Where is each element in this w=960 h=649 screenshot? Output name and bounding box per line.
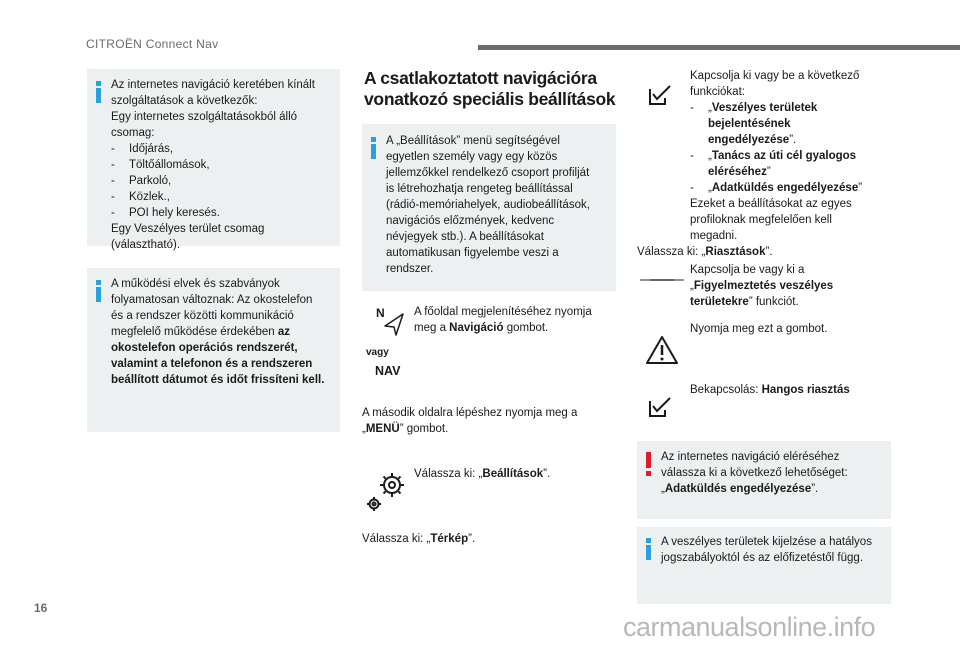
step-select-settings: Válassza ki: „Beállítások”.: [414, 468, 551, 480]
list-item: - „Adatküldés engedélyezése”: [690, 182, 863, 194]
step-menu: A második oldalra lépéshez nyomja meg a „MENÜ” gombot.: [362, 407, 578, 435]
or-label: vagy: [366, 347, 389, 358]
info-note-marker: [646, 538, 651, 560]
info-note-settings: [362, 124, 616, 291]
toggle-functions-block: Kapcsolja ki vagy be a következő funkciókat: - „Veszélyes területek bejelentésének engedélyezése”. - „Tanács az úti cél gyalogos eléréséhez” - „Adatküldés engedélyezése” Ezeket a beállításokat az egyes profiloknak megfelelően kell megadni.: [690, 68, 890, 244]
note-line: jellemzőkkel rendelkező csoport profilját: [386, 167, 590, 179]
list-item: - Közlek.,: [111, 191, 170, 203]
navigation-arrow-icon: N: [372, 306, 406, 336]
note-line: beállított dátumot és időt frissíteni kell.: [111, 374, 325, 386]
step-navigation: A főoldal megjelenítéséhez nyomja meg a Navigáció gombot.: [414, 306, 592, 334]
page-number: 16: [34, 601, 48, 615]
list-item: - Időjárás,: [111, 143, 174, 155]
info-note-marker: [371, 137, 376, 159]
warning-note-data-sending: Az internetes navigáció eléréséhez válassza ki a következő lehetőséget: „Adatküldés engedélyezése”.: [637, 441, 891, 519]
warning-triangle-icon: [645, 335, 679, 365]
note-line: A „Beállítások” menü segítségével: [386, 135, 560, 147]
info-note-legal: A veszélyes területek kijelzése a hatályos jogszabályoktól és az előfizetéstől függ.: [637, 527, 891, 604]
note-line: is létrehozhatja rengeteg beállítással: [386, 183, 573, 195]
header-bar: [478, 45, 960, 50]
running-header: CITROËN Connect Nav: [86, 37, 219, 51]
note-line: folyamatosan változnak: Az okostelefon: [111, 294, 313, 306]
list-item: - Töltőállomások,: [111, 159, 210, 171]
section-heading: A csatlakoztatott navigációra vonatkozó speciális beállítások: [364, 68, 616, 109]
note-line: automatikusan figyelembe veszi a: [386, 247, 559, 259]
info-note-services: [87, 69, 340, 251]
select-alerts: Válassza ki: „Riasztások”.: [637, 246, 773, 258]
nav-button-label: NAV: [375, 364, 401, 378]
settings-gears-icon: [364, 468, 408, 514]
watermark: carmanualsonline.info: [623, 612, 876, 642]
warning-note-marker: [646, 452, 651, 468]
note-line: A működési elvek és szabványok: [111, 278, 280, 290]
info-note-standards: [87, 268, 340, 432]
info-note-marker: [96, 81, 101, 103]
list-item: - Parkoló,: [111, 175, 172, 187]
note-line: Egy internetes szolgáltatásokból álló: [111, 111, 298, 123]
note-line: szolgáltatások a következők:: [111, 95, 258, 107]
note-line: csomag:: [111, 127, 155, 139]
note-line: valamint a telefonon és a rendszeren: [111, 358, 313, 370]
note-line: névjegyek stb.). A beállításokat: [386, 231, 544, 243]
note-line: rendszer.: [386, 263, 434, 275]
note-line: megfelelő működése érdekében az: [111, 326, 291, 338]
list-item: - POI hely keresés.: [111, 207, 220, 219]
note-line: okostelefon operációs rendszerét,: [111, 342, 298, 354]
press-button-text: Nyomja meg ezt a gombot.: [690, 323, 828, 335]
checkbox-checked-icon: [648, 396, 672, 418]
note-line: navigációs előzmények, kedvenc: [386, 215, 555, 227]
enable-audio-alert: Bekapcsolás: Hangos riasztás: [690, 384, 850, 396]
list-item: - „Veszélyes területek: [690, 102, 818, 114]
list-item: - „Tanács az úti cél gyalogos: [690, 150, 857, 162]
info-note-marker: [96, 280, 101, 302]
note-line: Az internetes navigáció keretében kínált: [111, 79, 315, 91]
note-line: Egy Veszélyes terület csomag (választható).: [111, 223, 265, 251]
note-line: (rádió-memóriahelyek, audiobeállítások,: [386, 199, 590, 211]
checkbox-checked-icon: [648, 84, 672, 106]
toggle-switch-icon: [640, 270, 684, 276]
toggle-danger-zone: Kapcsolja be vagy ki a „Figyelmeztetés veszélyes területekre” funkciót.: [690, 264, 834, 308]
note-line: és a rendszer közötti kommunikáció: [111, 310, 294, 322]
step-select-map: Válassza ki: „Térkép”.: [362, 533, 476, 545]
note-line: egyetlen személy vagy egy közös: [386, 151, 558, 163]
